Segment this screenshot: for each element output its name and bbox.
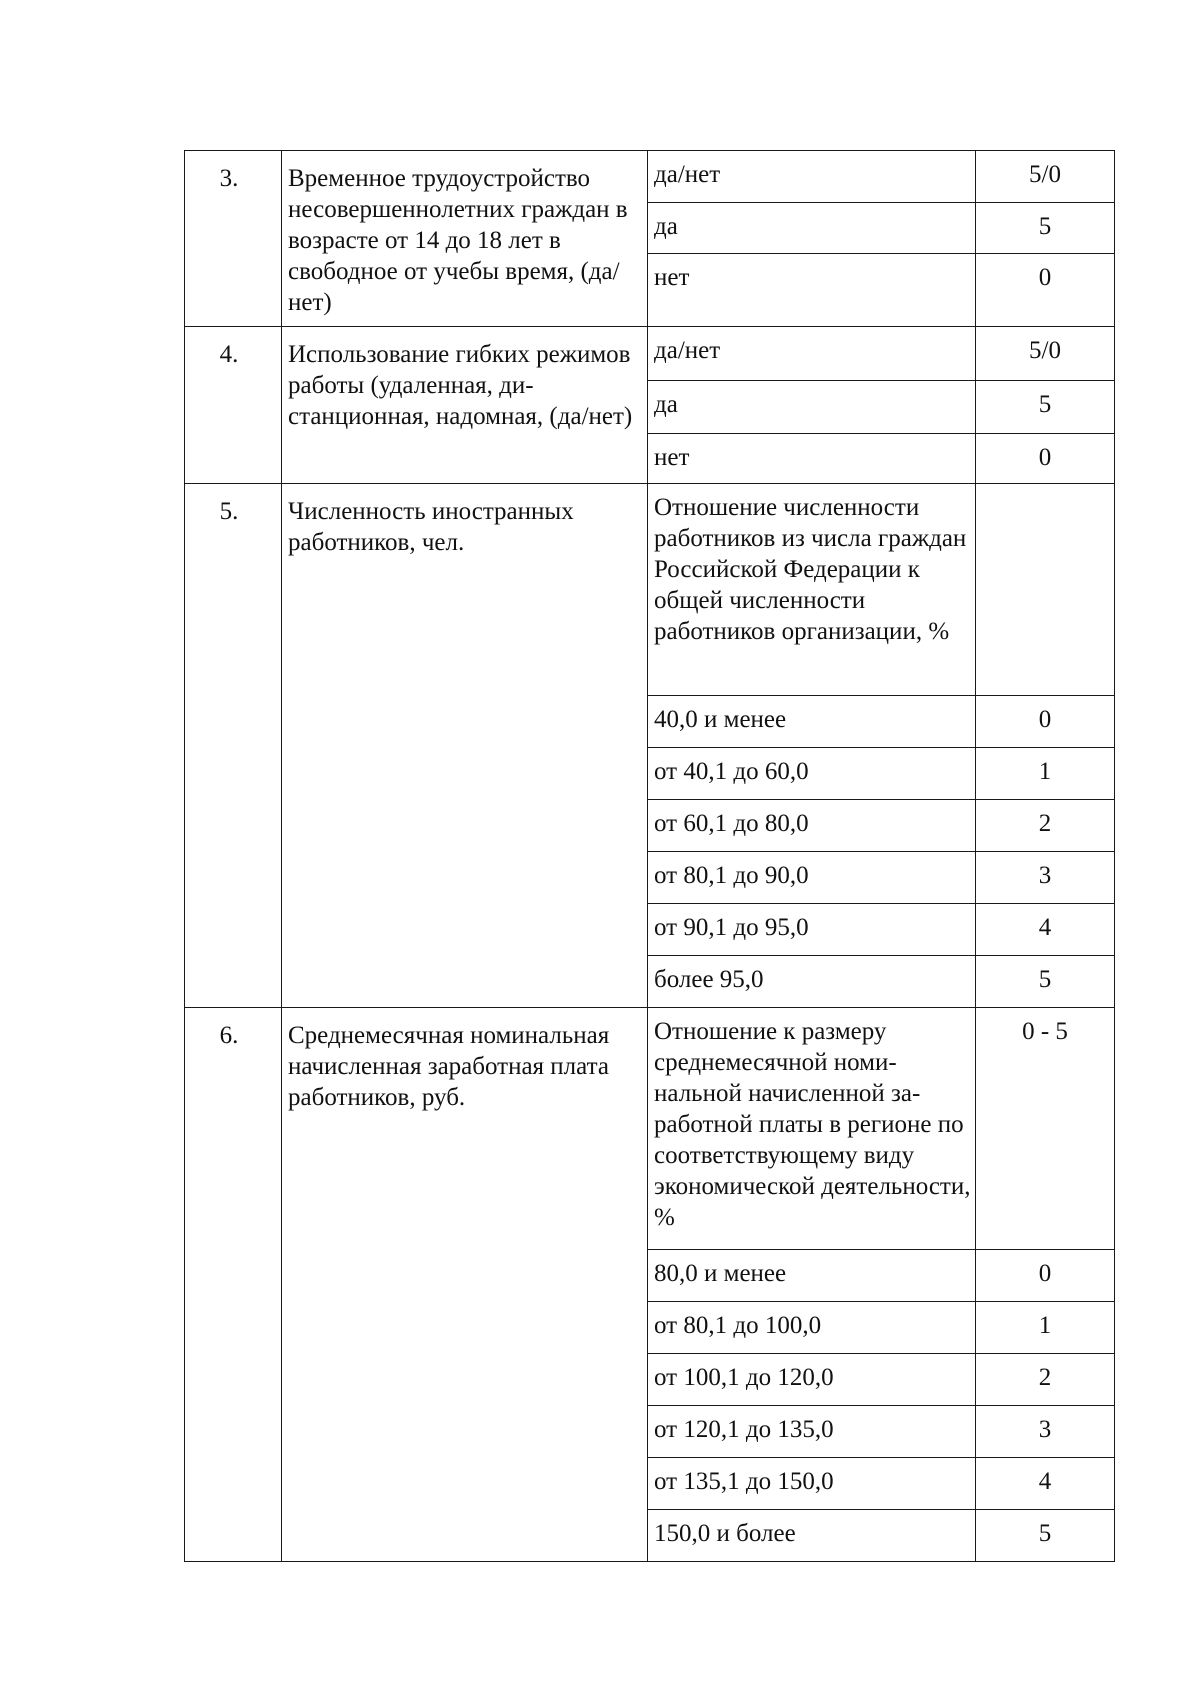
score-cell: 5/0 <box>976 151 1115 203</box>
score-cell: 3 <box>976 1406 1115 1458</box>
score-cell: 5 <box>976 381 1115 434</box>
score-cell: 5 <box>976 1510 1115 1562</box>
score-cell: 0 <box>976 434 1115 484</box>
score-cell: 4 <box>976 1458 1115 1510</box>
score-cell: 0 <box>976 696 1115 748</box>
condition-cell: от 90,1 до 95,0 <box>648 904 976 956</box>
criterion-name: Временное трудоустройство несовершеннолетних граждан в возрасте от 14 до 18 лет в свободное от учебы время, (да/нет) <box>282 151 648 327</box>
condition-cell: 150,0 и более <box>648 1510 976 1562</box>
score-cell: 2 <box>976 800 1115 852</box>
score-cell: 1 <box>976 748 1115 800</box>
score-cell: 0 <box>976 254 1115 327</box>
score-cell: 5 <box>976 956 1115 1008</box>
condition-cell: нет <box>648 434 976 484</box>
condition-cell: Отношение к размеру среднемесячной номинальной начисленной заработной платы в регионе по соответствующему виду экономической деятельности, % <box>648 1008 976 1250</box>
condition-cell: да <box>648 381 976 434</box>
row-number: 3. <box>185 151 282 327</box>
condition-cell: да/нет <box>648 327 976 381</box>
table-row <box>185 151 1115 203</box>
table-row <box>185 327 1115 381</box>
condition-cell: да/нет <box>648 151 976 203</box>
condition-cell: нет <box>648 254 976 327</box>
condition-cell: от 40,1 до 60,0 <box>648 748 976 800</box>
condition-cell: от 60,1 до 80,0 <box>648 800 976 852</box>
condition-cell: Отношение численности работников из числа граждан Российской Федерации к общей численности работников организации, % <box>648 484 976 696</box>
score-cell <box>976 484 1115 696</box>
score-cell: 0 - 5 <box>976 1008 1115 1250</box>
condition-cell: от 80,1 до 100,0 <box>648 1302 976 1354</box>
condition-cell: более 95,0 <box>648 956 976 1008</box>
condition-cell: от 100,1 до 120,0 <box>648 1354 976 1406</box>
score-cell: 1 <box>976 1302 1115 1354</box>
score-cell: 3 <box>976 852 1115 904</box>
row-number: 4. <box>185 327 282 484</box>
score-cell: 0 <box>976 1250 1115 1302</box>
condition-cell: 40,0 и менее <box>648 696 976 748</box>
condition-cell: от 80,1 до 90,0 <box>648 852 976 904</box>
row-number: 5. <box>185 484 282 1008</box>
score-cell: 4 <box>976 904 1115 956</box>
score-cell: 2 <box>976 1354 1115 1406</box>
criterion-name: Среднемесячная номинальная начисленная заработная плата работников, руб. <box>282 1008 648 1562</box>
condition-cell: да <box>648 203 976 254</box>
condition-cell: от 120,1 до 135,0 <box>648 1406 976 1458</box>
criterion-name: Использование гибких режимов работы (удаленная, дистанционная, надомная, (да/нет) <box>282 327 648 484</box>
table-row <box>185 484 1115 696</box>
condition-cell: 80,0 и менее <box>648 1250 976 1302</box>
condition-cell: от 135,1 до 150,0 <box>648 1458 976 1510</box>
row-number: 6. <box>185 1008 282 1562</box>
table-row <box>185 1008 1115 1250</box>
score-cell: 5 <box>976 203 1115 254</box>
criterion-name: Численность иностранных работников, чел. <box>282 484 648 1008</box>
criteria-table <box>184 150 1115 1562</box>
score-cell: 5/0 <box>976 327 1115 381</box>
